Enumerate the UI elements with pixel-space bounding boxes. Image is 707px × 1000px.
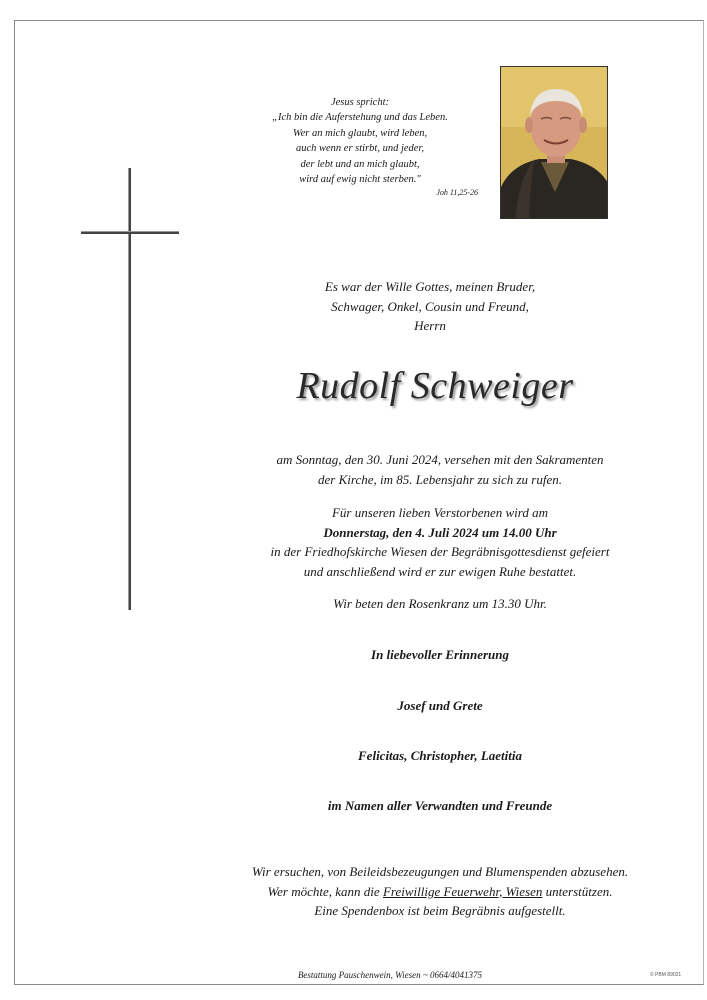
- death-notice-line: der Kirche, im 85. Lebensjahr zu sich zu rufen.: [318, 471, 562, 487]
- funeral-info: [220, 503, 660, 581]
- request-line: [200, 882, 680, 902]
- mourners-heading: In liebevoller Erinnerung: [371, 647, 509, 662]
- rosary-notice: Wir beten den Rosenkranz um 13.30 Uhr.: [333, 596, 547, 611]
- request-text: unterstützen.: [542, 883, 613, 899]
- intro-line: Schwager, Onkel, Cousin und Freund,: [331, 298, 529, 314]
- print-code: © PBM 89021: [650, 972, 682, 978]
- donation-request: [200, 862, 680, 921]
- quote-line: Jesus spricht:: [330, 97, 390, 108]
- quote-line: Wer an mich glaubt, wird leben,: [292, 127, 428, 139]
- portrait-photo: [500, 66, 608, 219]
- funeral-date: Donnerstag, den 4. Juli 2024 um 14.00 Uhr: [323, 524, 557, 540]
- quote-line: auch wenn er stirbt, und jeder,: [295, 143, 425, 155]
- death-notice: [220, 450, 660, 489]
- death-notice-line: am Sonntag, den 30. Juni 2024, versehen mit den Sakramenten: [276, 452, 604, 467]
- quote-line: „Ich bin die Auferstehung und das Leben.: [272, 112, 448, 124]
- mourner-group: im Namen aller Verwandten und Freunde: [327, 798, 553, 813]
- funeral-home-footer: Bestattung Pauschenwein, Wiesen ~ 0664/4041375: [297, 970, 483, 980]
- mourner-group: Josef und Grete: [397, 698, 483, 713]
- intro-line: Herrn: [414, 318, 446, 333]
- deceased-name: Rudolf Schweiger: [296, 365, 574, 407]
- bible-quote: [230, 95, 490, 199]
- portrait-illustration: [501, 67, 608, 219]
- mourner-group: Felicitas, Christopher, Laetitia: [358, 748, 522, 763]
- request-text: Wer möchte, kann die: [267, 883, 383, 899]
- cross-horizontal-bar: [81, 231, 179, 234]
- quote-line: der lebt und an mich glaubt,: [300, 158, 420, 170]
- intro-line: Es war der Wille Gottes, meinen Bruder,: [324, 279, 536, 294]
- cross-vertical-bar: [128, 168, 131, 610]
- intro-text: [230, 277, 630, 336]
- request-line: Wir ersuchen, von Beileidsbezeugungen und Blumenspenden abzusehen.: [251, 864, 629, 879]
- quote-reference: Joh 11,25-26: [436, 188, 478, 198]
- funeral-line: und anschließend wird er zur ewigen Ruhe bestattet.: [303, 563, 577, 579]
- quote-line: wird auf ewig nicht sterben.": [299, 174, 421, 186]
- request-line: Eine Spendenbox ist beim Begräbnis aufgestellt.: [314, 903, 566, 918]
- funeral-line: in der Friedhofskirche Wiesen der Begräbnisgottesdienst gefeiert: [270, 544, 610, 559]
- fire-brigade-link[interactable]: Freiwillige Feuerwehr, Wiesen: [382, 883, 543, 899]
- funeral-line: Für unseren lieben Verstorbenen wird am: [331, 505, 549, 520]
